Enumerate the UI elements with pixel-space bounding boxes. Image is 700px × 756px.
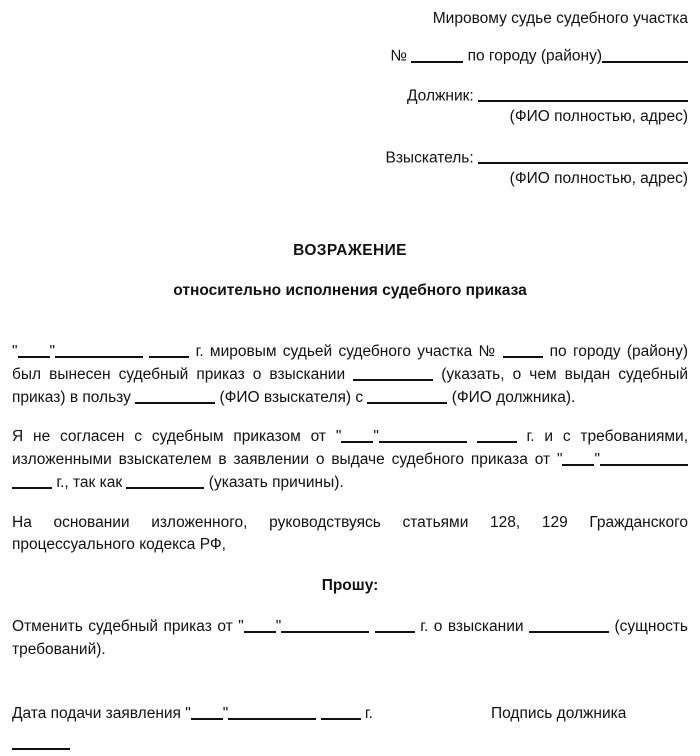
- p4-text-after-subject: (сущность требований).: [12, 618, 689, 659]
- p4-month-blank[interactable]: [281, 617, 369, 633]
- p3-text: На основании изложенного, руководствуясь статьями 128, 129 Гражданского процессуального кодекса РФ,: [12, 513, 688, 554]
- claimant-caption: (ФИО полностью, адрес): [509, 169, 688, 187]
- court-number-line: [12, 46, 688, 66]
- signature-blank-row: [12, 732, 688, 756]
- p4-subject-blank[interactable]: [529, 617, 609, 633]
- p2-month-blank[interactable]: [379, 427, 467, 443]
- p4-quote-open: ": [238, 618, 244, 636]
- p2-year-blank-2[interactable]: [12, 473, 52, 489]
- debtor-line: [12, 86, 688, 106]
- footer-month-blank[interactable]: [228, 704, 316, 720]
- court-line-text: Мировому судье судебного участка: [432, 10, 688, 27]
- p2-reason-blank[interactable]: [126, 473, 204, 489]
- court-number-blank[interactable]: [411, 46, 463, 62]
- claimant-blank[interactable]: [478, 148, 688, 164]
- p4-text-after-year: г. о взыскании: [420, 618, 524, 636]
- p4-intro-text: Отменить судебный приказ от: [12, 618, 233, 636]
- p1-amount-blank[interactable]: [353, 365, 433, 381]
- p2-intro-text: Я не согласен с судебным приказом от: [12, 428, 326, 446]
- p1-text-after-amount: (указать, о чем выдан судебный приказ) в пользу: [12, 365, 688, 406]
- paragraph-legal-basis: [12, 512, 688, 558]
- plea-heading: Прошу:: [321, 577, 379, 595]
- p2-quote-open-2: ": [556, 451, 563, 469]
- footer-year-blank[interactable]: [321, 704, 361, 720]
- debtor-label: Должник:: [407, 87, 474, 105]
- p1-text-after-year: г. мировым судьей судебного участка №: [195, 343, 498, 360]
- footer-row: [12, 702, 688, 726]
- city-blank[interactable]: [602, 46, 688, 62]
- number-symbol: №: [390, 47, 407, 65]
- p4-day-blank[interactable]: [244, 617, 276, 633]
- p4-year-blank[interactable]: [375, 617, 415, 633]
- addressee-header: [12, 0, 688, 188]
- paragraph-order-details: [12, 341, 688, 409]
- p2-quote-close-2: ": [594, 451, 600, 469]
- paragraph-disagreement: [12, 426, 688, 494]
- p2-text-after-reason: (указать причины).: [208, 473, 344, 491]
- signature-blank[interactable]: [12, 734, 70, 750]
- p1-month-blank[interactable]: [55, 342, 143, 358]
- p2-quote-close: ": [373, 428, 379, 446]
- p1-debtor-blank[interactable]: [367, 387, 447, 403]
- p1-quote-open: ": [12, 343, 18, 360]
- claimant-line: [12, 148, 688, 168]
- p1-court-number-blank[interactable]: [503, 342, 543, 358]
- p4-quote-close: ": [275, 618, 282, 636]
- p1-claimant-blank[interactable]: [135, 387, 215, 403]
- p2-day-blank[interactable]: [341, 427, 373, 443]
- p2-year-blank[interactable]: [477, 427, 517, 443]
- number-suffix-text: по городу (району): [467, 47, 602, 65]
- p2-day-blank-2[interactable]: [562, 450, 594, 466]
- debtor-blank[interactable]: [478, 86, 688, 102]
- footer-quote-close: ": [222, 704, 229, 722]
- p2-text-after-year-2: г., так как: [56, 473, 123, 491]
- p2-quote-open: ": [335, 428, 342, 446]
- p2-text-after-year: г. и с требованиями, изложенными взыскателем в заявлении о выдаче судебного приказа от: [12, 428, 689, 469]
- footer-year-suffix: г.: [364, 704, 373, 722]
- signature-label: Подпись должника: [491, 704, 627, 722]
- document-title: ВОЗРАЖЕНИЕ: [293, 242, 407, 259]
- debtor-caption: (ФИО полностью, адрес): [509, 107, 688, 125]
- p1-text-after-num: по городу (району) был вынесен судебный приказ о взыскании: [12, 343, 688, 383]
- p1-quote-close: ": [49, 343, 56, 360]
- footer-quote-open: ": [185, 704, 191, 722]
- p1-text-after-claimant: (ФИО взыскателя) с: [219, 388, 364, 406]
- p1-year-blank[interactable]: [149, 342, 189, 358]
- claimant-label: Взыскатель:: [385, 149, 474, 167]
- date-label: Дата подачи заявления: [12, 704, 181, 722]
- p2-month-blank-2[interactable]: [600, 450, 688, 466]
- p1-day-blank[interactable]: [18, 342, 50, 358]
- court-line: [12, 9, 688, 28]
- footer-day-blank[interactable]: [191, 704, 223, 720]
- p1-text-after-debtor: (ФИО должника).: [451, 388, 576, 406]
- paragraph-request: [12, 616, 688, 662]
- document-subtitle: относительно исполнения судебного приказа: [173, 282, 527, 299]
